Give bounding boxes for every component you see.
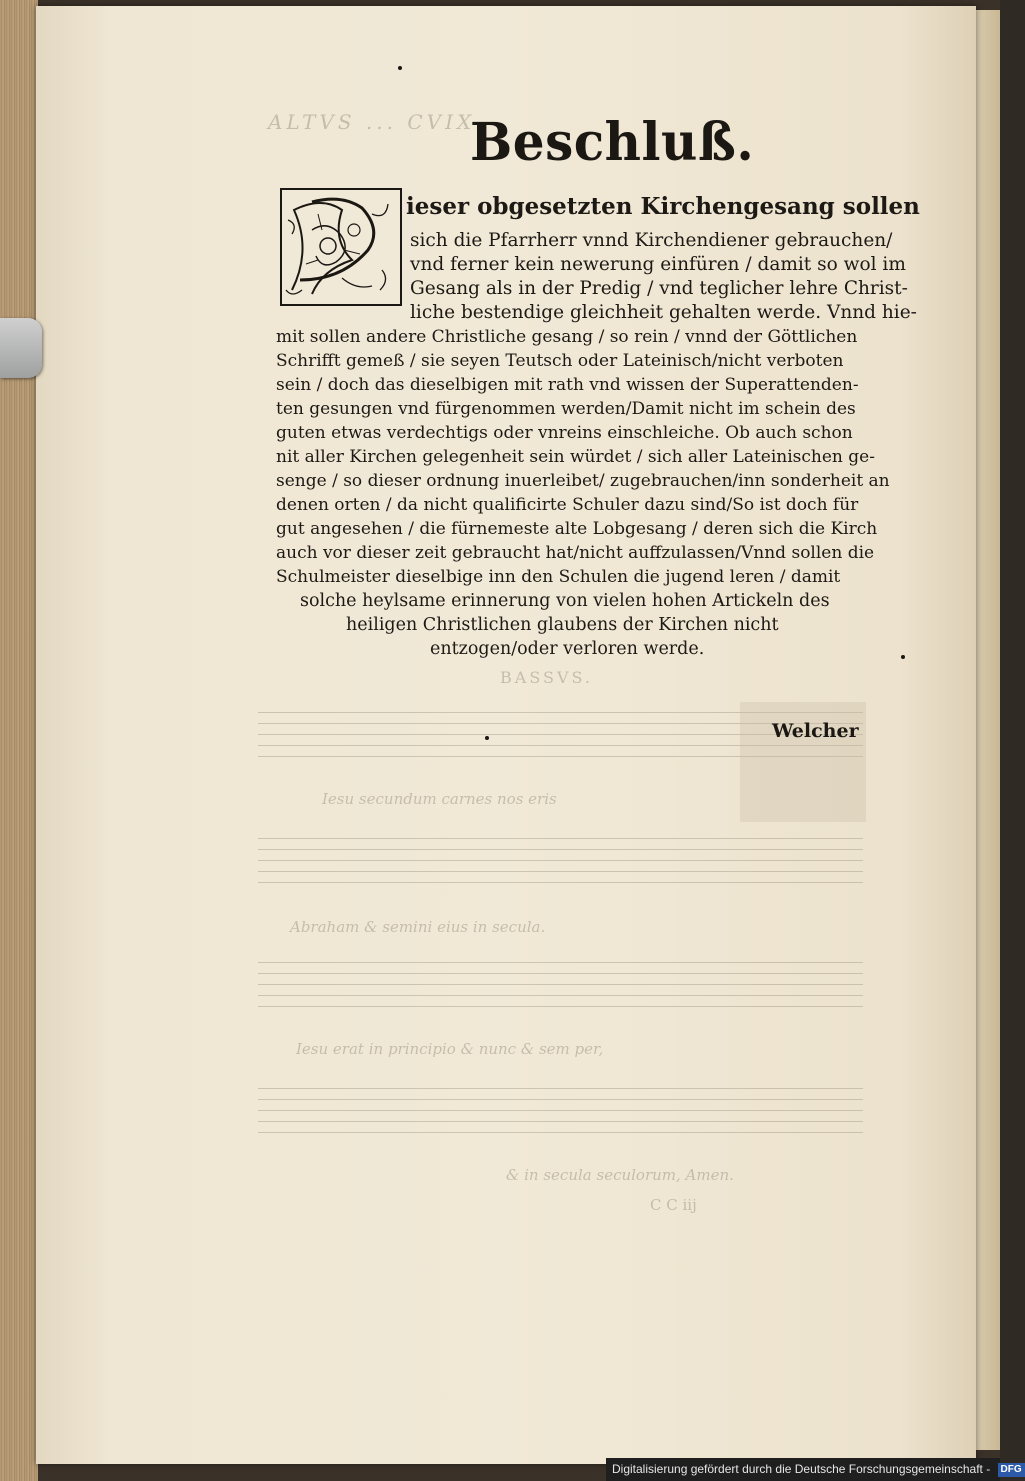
- text-line: ten gesungen vnd fürgenommen werden/Damit nicht im schein des: [276, 399, 856, 419]
- text-line: mit sollen andere Christliche gesang / so rein / vnnd der Göttlichen: [276, 327, 858, 347]
- bleedthrough-signature: C C iij: [650, 1196, 697, 1214]
- text-line: Gesang als in der Predig / vnd teglicher lehre Christ-: [410, 278, 908, 299]
- text-line: sein / doch das dieselbigen mit rath vnd wissen der Superattenden-: [276, 375, 859, 395]
- book-clip: [0, 318, 42, 378]
- book-left-edge: [0, 0, 38, 1481]
- bleedthrough-staff: [258, 1088, 863, 1134]
- text-line: nit aller Kirchen gelegenheit sein würdet / sich aller Lateinischen ge-: [276, 447, 875, 467]
- ink-speck: [398, 66, 402, 70]
- text-line: solche heylsame erinnerung von vielen hohen Artickeln des: [300, 591, 830, 611]
- text-line: ieser obgesetzten Kirchengesang sollen: [406, 193, 920, 220]
- text-line: vnd ferner kein newerung einfüren / damit so wol im: [410, 254, 906, 275]
- bleedthrough-lyric: Abraham & semini eius in secula.: [290, 918, 546, 936]
- page-title: Beschluß.: [470, 110, 755, 173]
- text-line: gut angesehen / die fürnemeste alte Lobgesang / deren sich die Kirch: [276, 519, 878, 539]
- bleedthrough-lyric: Iesu erat in principio & nunc & sem per,: [296, 1040, 604, 1058]
- text-line: guten etwas verdechtigs oder vnreins einschleiche. Ob auch schon: [276, 423, 853, 443]
- text-line: heiligen Christlichen glaubens der Kirchen nicht: [346, 615, 779, 635]
- text-line: auch vor dieser zeit gebraucht hat/nicht auffzulassen/Vnnd sollen die: [276, 543, 875, 563]
- text-line: entzogen/oder verloren werde.: [430, 639, 705, 659]
- bleedthrough-staff: [258, 838, 863, 884]
- text-line: liche bestendige gleichheit gehalten werde. Vnnd hie-: [410, 302, 917, 323]
- footer-text: Digitalisierung gefördert durch die Deutsche Forschungsgemeinschaft -: [612, 1462, 991, 1476]
- bleedthrough-staff: [258, 962, 863, 1008]
- text-line: senge / so dieser ordnung inuerleibet/ zugebrauchen/inn sonderheit an: [276, 471, 890, 491]
- bleedthrough-header: ALTVS ... CVIX: [268, 110, 476, 134]
- bleedthrough-lyric: Iesu secundum carnes nos eris: [322, 790, 557, 808]
- text-line: sich die Pfarrherr vnnd Kirchendiener gebrauchen/: [410, 230, 893, 251]
- text-line: Schulmeister dieselbige inn den Schulen die jugend leren / damit: [276, 567, 841, 587]
- catchword: Welcher: [772, 720, 859, 742]
- dfg-logo-icon: DFG: [998, 1463, 1025, 1477]
- ink-speck: [901, 655, 905, 659]
- text-line: denen orten / da nicht qualificirte Schuler dazu sind/So ist doch für: [276, 495, 859, 515]
- digitization-footer: [606, 1458, 1022, 1481]
- bleedthrough-lyric: & in secula seculorum, Amen.: [506, 1166, 734, 1184]
- bleedthrough-voice: BASSVS.: [500, 668, 593, 687]
- ink-speck: [485, 736, 489, 740]
- decorated-initial-d: [280, 188, 402, 306]
- text-line: Schrifft gemeß / sie seyen Teutsch oder Lateinisch/nicht verboten: [276, 351, 844, 371]
- facing-page-edge: [974, 10, 1000, 1450]
